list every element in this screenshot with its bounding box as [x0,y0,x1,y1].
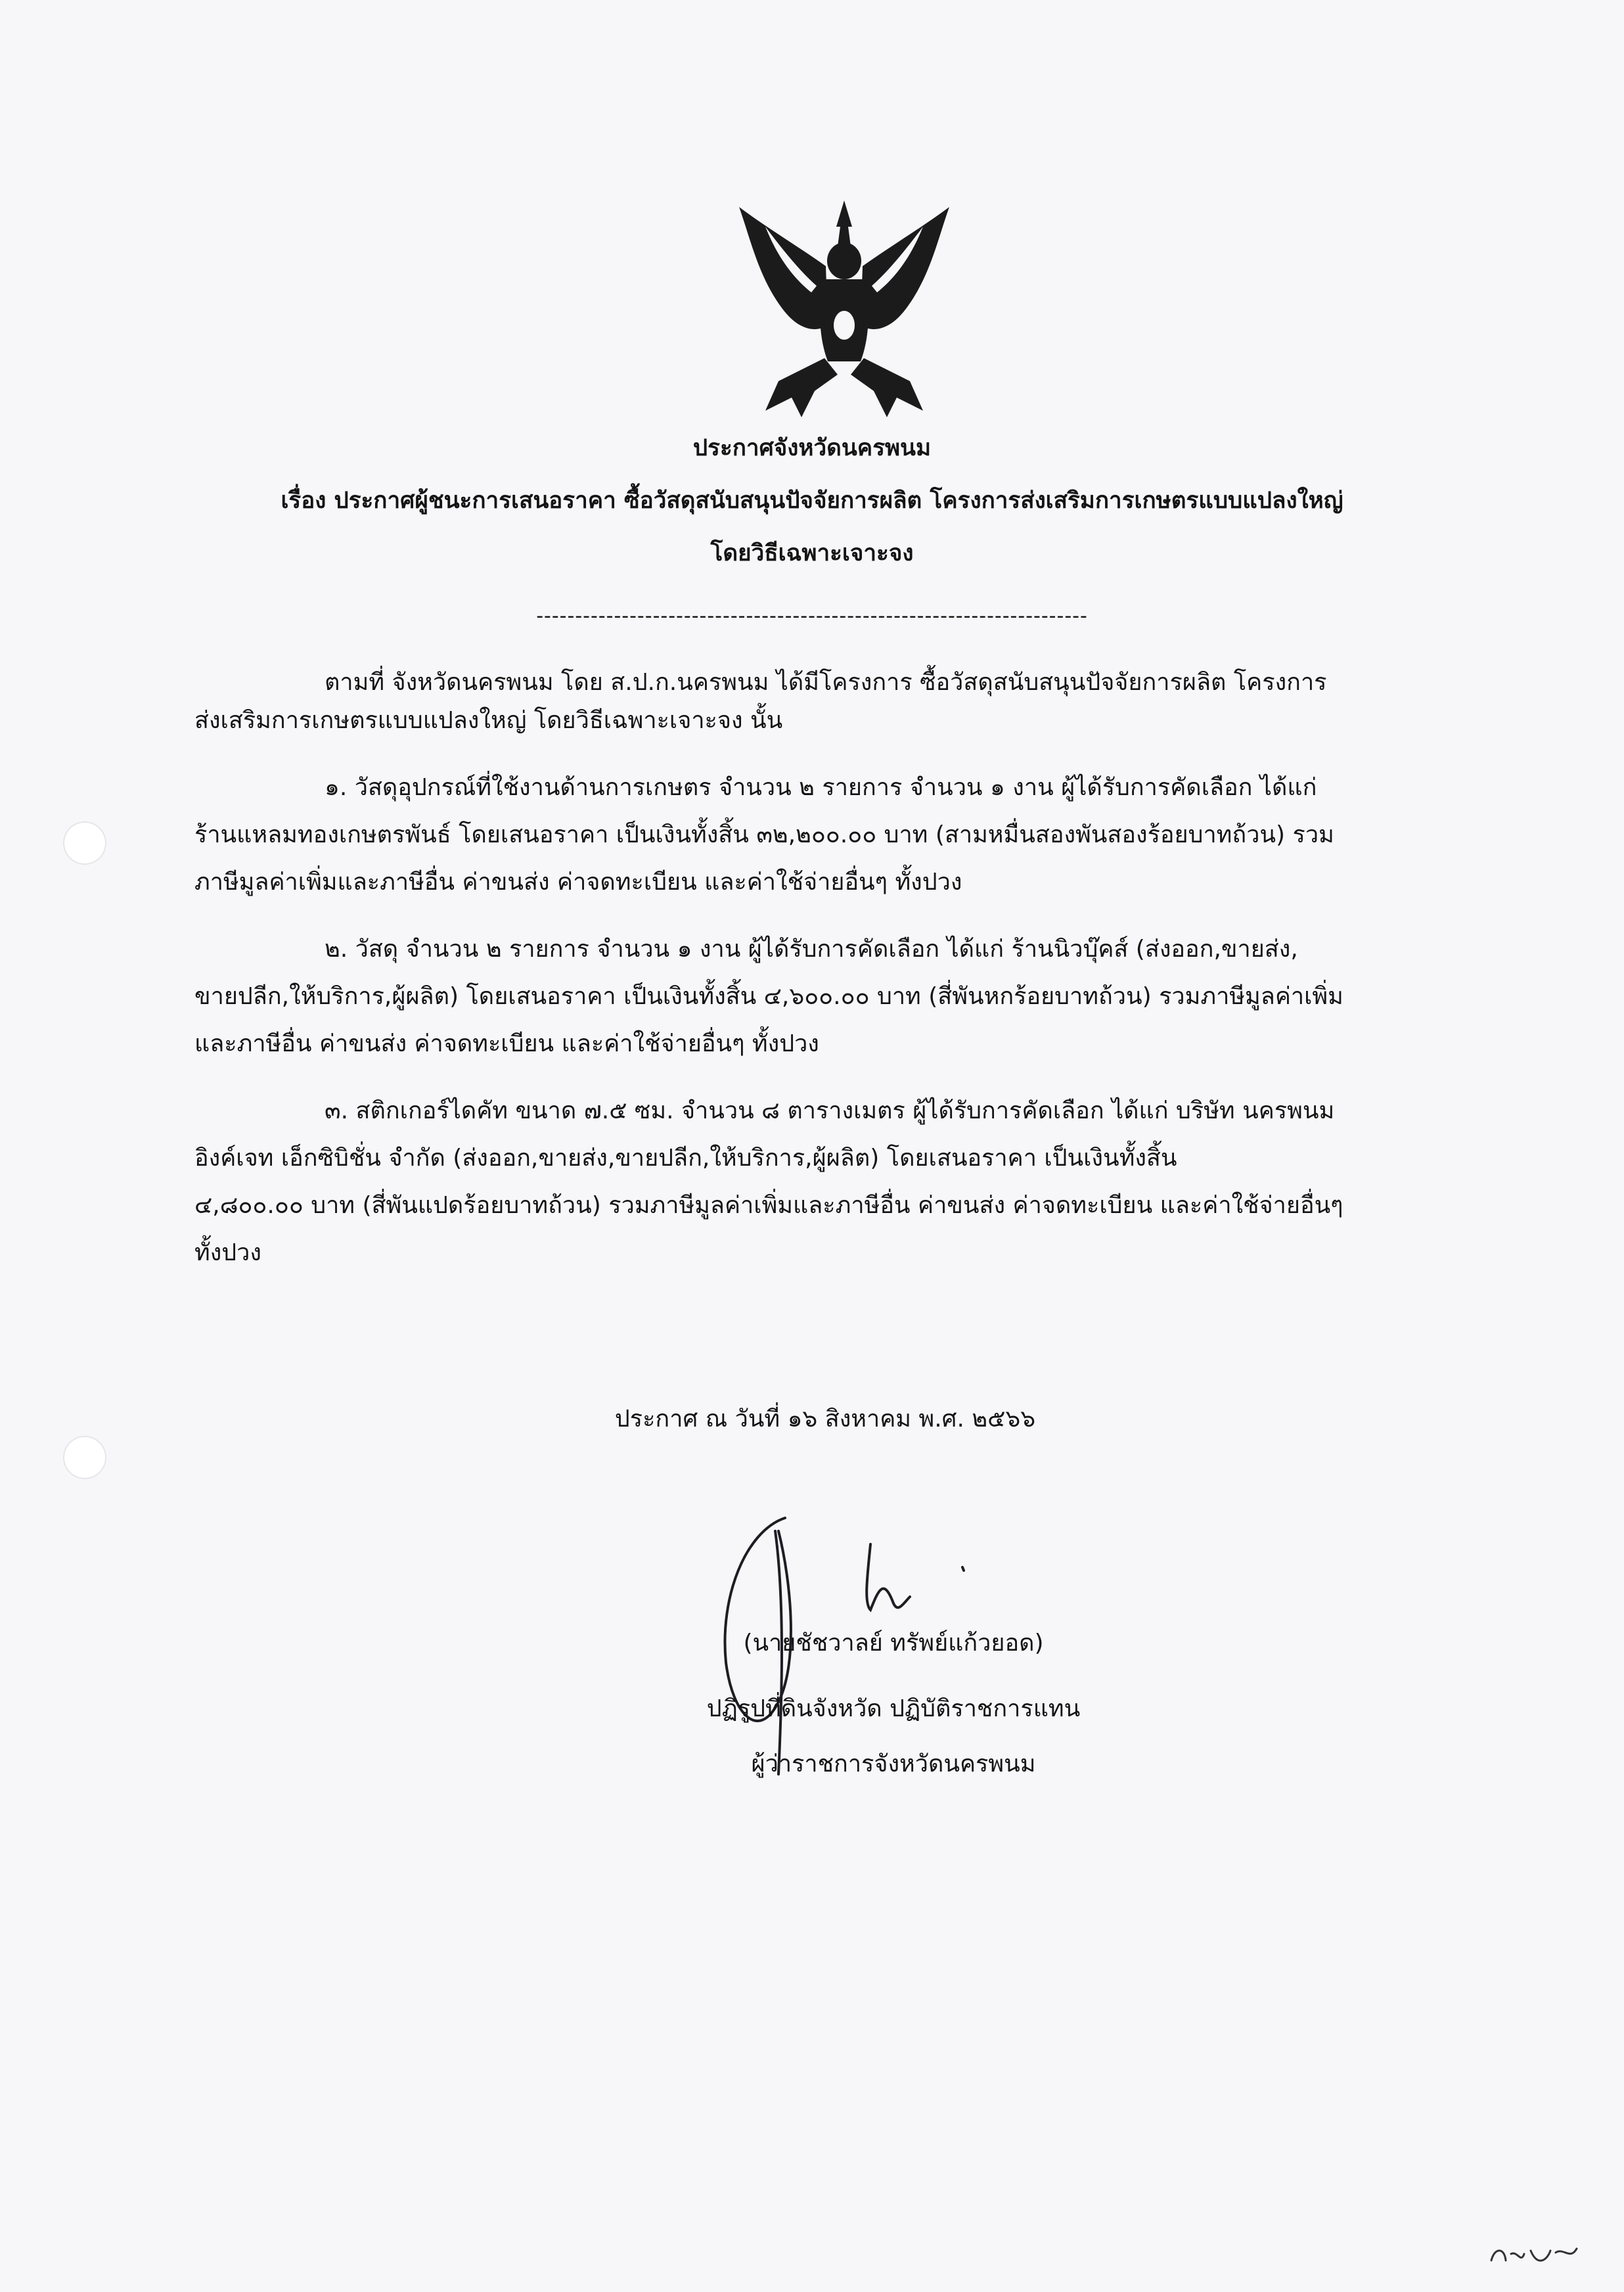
text-line: อิงค์เจท เอ็กซิบิชั่น จำกัด (ส่งออก,ขายส่ง,ขายปลีก,ให้บริการ,ผู้ผลิต) โดยเสนอราคา เป็นเงินทั้งสิ้น [194,1145,1177,1172]
announce-date: ประกาศ ณ วันที่ ๑๖ สิงหาคม พ.ศ. ๒๕๖๖ [614,1406,1036,1432]
signatory-position-1: ปฏิรูปที่ดินจังหวัด ปฏิบัติราชการแทน [706,1695,1081,1722]
announcement-body [194,664,1482,1272]
item-3 [194,1092,1482,1272]
text-line: ๔,๘๐๐.๐๐ บาท (สี่พันแปดร้อยบาทถ้วน) รวมภาษีมูลค่าเพิ่มและภาษีอื่น ค่าขนส่ง ค่าจดทะเบียน และค่าใช้จ่ายอื่นๆ [194,1192,1343,1219]
subject-line-1: เรื่อง ประกาศผู้ชนะการเสนอราคา ซื้อวัสดุสนับสนุนปัจจัยการผลิต โครงการส่งเสริมการเกษตรแบบแปลงใหญ่ [281,488,1343,514]
text-line: ขายปลีก,ให้บริการ,ผู้ผลิต) โดยเสนอราคา เป็นเงินทั้งสิ้น ๔,๖๐๐.๐๐ บาท (สี่พันหกร้อยบาทถ้วน) รวมภาษีมูลค่าเพิ่ม [194,983,1343,1010]
signatory-name: (นายชัชวาลย์ ทรัพย์แก้วยอด) [743,1630,1044,1657]
intro-paragraph [194,664,1482,740]
text-line: ตามที่ จังหวัดนครพนม โดย ส.ป.ก.นครพนม ได้มีโครงการ ซื้อวัสดุสนับสนุนปัจจัยการผลิต โครงการ [325,669,1327,696]
text-line: ๑. วัสดุอุปกรณ์ที่ใช้งานด้านการเกษตร จำนวน ๒ รายการ จำนวน ๑ งาน ผู้ได้รับการคัดเลือก ได้แก่ [325,774,1317,801]
subject-line-2: โดยวิธีเฉพาะเจาะจง [710,540,914,566]
punch-hole [63,1436,106,1479]
item-1 [194,769,1482,902]
text-line: ๒. วัสดุ จำนวน ๒ รายการ จำนวน ๑ งาน ผู้ได้รับการคัดเลือก ได้แก่ ร้านนิวบุ๊คส์ (ส่งออก,ขายส่ง, [325,936,1298,963]
text-line: และภาษีอื่น ค่าขนส่ง ค่าจดทะเบียน และค่าใช้จ่ายอื่นๆ ทั้งปวง [194,1030,819,1057]
text-line: ๓. สติกเกอร์ไดคัท ขนาด ๗.๕ ซม. จำนวน ๘ ตารางเมตร ผู้ได้รับการคัดเลือก ได้แก่ บริษัท นครพนม [325,1097,1335,1124]
agency-title: ประกาศจังหวัดนครพนม [692,435,932,461]
text-line: ส่งเสริมการเกษตรแบบแปลงใหญ่ โดยวิธีเฉพาะเจาะจง นั้น [194,707,783,734]
item-2 [194,930,1482,1063]
text-line: ทั้งปวง [194,1239,261,1266]
text-line: ภาษีมูลค่าเพิ่มและภาษีอื่น ค่าขนส่ง ค่าจดทะเบียน และค่าใช้จ่ายอื่นๆ ทั้งปวง [194,869,962,896]
signatory-position-2: ผู้ว่าราชการจังหวัดนครพนม [751,1751,1036,1777]
handwritten-page-note [1485,2234,1583,2274]
garuda-emblem-icon [739,200,949,417]
divider: ----------------------------------------------------------------------- [536,605,1088,628]
text-line: ร้านแหลมทองเกษตรพันธ์ โดยเสนอราคา เป็นเงินทั้งสิ้น ๓๒,๒๐๐.๐๐ บาท (สามหมื่นสองพันสองร้อยบาทถ้วน) รวม [194,821,1334,848]
punch-hole [63,821,106,865]
signatory-block [644,1620,1143,1788]
